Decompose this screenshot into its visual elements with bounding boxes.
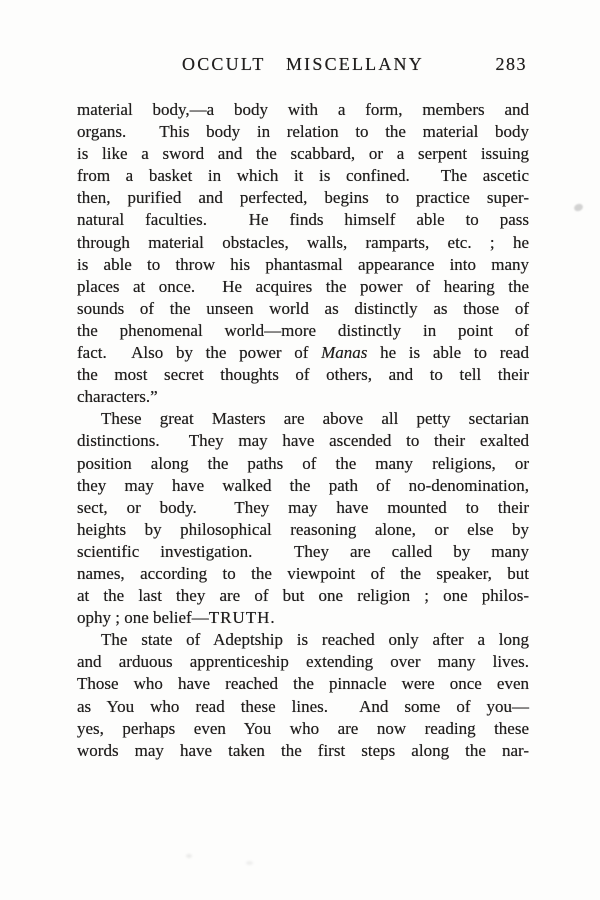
text-run: they may have walked the path of no-denomination, [77, 475, 529, 495]
text-run: sect, or body. They may have mounted to their [77, 497, 529, 517]
text-run: as You who read these lines. And some of you— [77, 696, 529, 716]
text-run: is able to throw his phantasmal appearance into many [77, 254, 529, 274]
text-run: the phenomenal world—more distinctly in point of [77, 320, 529, 340]
paragraph-1-line-2 [77, 121, 529, 143]
paragraph-1-line-7 [77, 232, 529, 254]
paragraph-2-line-8 [77, 563, 529, 585]
paragraph-3-line-2 [77, 651, 529, 673]
text-run: TRUTH. [208, 608, 276, 628]
text-run: the most secret thoughts of others, and to tell their [77, 365, 529, 385]
page-title: OCCULT MISCELLANY [182, 54, 424, 74]
paragraph-3-line-6 [77, 740, 529, 762]
text-run: Those who have reached the pinnacle were once even [77, 674, 529, 694]
paragraph-1-line-11 [77, 320, 529, 342]
text-run: sounds of the unseen world as distinctly as those of [77, 298, 529, 318]
paragraph-1-line-10 [77, 298, 529, 320]
text-run: and arduous apprenticeship extending over many lives. [77, 652, 529, 672]
paragraph-2-line-5 [77, 497, 529, 519]
text-run: position along the paths of the many religions, or [77, 453, 529, 473]
paragraph-2-line-3 [77, 453, 529, 475]
text-run: names, according to the viewpoint of the speaker, but [77, 563, 529, 583]
paragraph-3-line-5 [77, 718, 529, 740]
text-run: distinctions. They may have ascended to their exalted [77, 431, 529, 451]
text-run: at the last they are of but one religion ; one philos- [77, 586, 529, 606]
paragraph-1-line-9 [77, 276, 529, 298]
text-run: fact. Also by the power of [77, 343, 322, 363]
text-run: places at once. He acquires the power of hearing the [77, 276, 529, 296]
text-run: through material obstacles, walls, ramparts, etc. ; he [77, 232, 529, 252]
paragraph-1-line-4 [77, 165, 529, 187]
paragraph-1-line-3 [77, 143, 529, 165]
paragraph-1-line-14 [77, 386, 529, 408]
running-header [77, 52, 529, 76]
paragraph-1-line-1 [77, 99, 529, 121]
paragraph-2-line-2 [77, 430, 529, 452]
text-run: then, purified and perfected, begins to practice super- [77, 188, 529, 208]
text-run: heights by philosophical reasoning alone, or else by [77, 519, 529, 539]
paragraph-1-line-5 [77, 187, 529, 209]
paragraph-2-line-1 [77, 408, 529, 430]
paragraph-1-line-13 [77, 364, 529, 386]
text-run: yes, perhaps even You who are now reading these [77, 718, 529, 738]
scan-artifact-speck [246, 861, 253, 865]
italic-term: Manas [321, 343, 368, 363]
paragraph-1-line-8 [77, 254, 529, 276]
text-run: ophy ; one belief— [77, 608, 209, 628]
paragraph-2-line-10 [77, 607, 529, 629]
paragraph-3-line-3 [77, 673, 529, 695]
text-run: words may have taken the first steps along the nar- [77, 740, 529, 760]
scan-artifact-speck [186, 854, 192, 858]
scan-artifact-smudge [573, 203, 584, 213]
text-run: organs. This body in relation to the material body [77, 122, 529, 142]
text-run: The state of Adeptship is reached only after a long [101, 630, 529, 650]
paragraph-2-line-7 [77, 541, 529, 563]
text-run: he is able to read [367, 343, 529, 363]
paragraph-2-line-6 [77, 519, 529, 541]
text-run: from a basket in which it is confined. The ascetic [77, 166, 529, 186]
page-number: 283 [495, 54, 527, 74]
paragraph-3-line-4 [77, 696, 529, 718]
text-block [77, 99, 529, 762]
text-run: natural faculties. He finds himself able to pass [77, 210, 529, 230]
text-run: These great Masters are above all petty sectarian [101, 409, 529, 429]
text-run: characters.” [77, 387, 158, 407]
paragraph-1-line-6 [77, 209, 529, 231]
paragraph-1-line-12 [77, 342, 529, 364]
paragraph-2-line-4 [77, 475, 529, 497]
paragraph-3-line-1 [77, 629, 529, 651]
paragraph-2-line-9 [77, 585, 529, 607]
text-run: material body,—a body with a form, members and [77, 100, 529, 119]
text-run: is like a sword and the scabbard, or a serpent issuing [77, 144, 529, 164]
text-run: scientific investigation. They are called by many [77, 541, 529, 561]
